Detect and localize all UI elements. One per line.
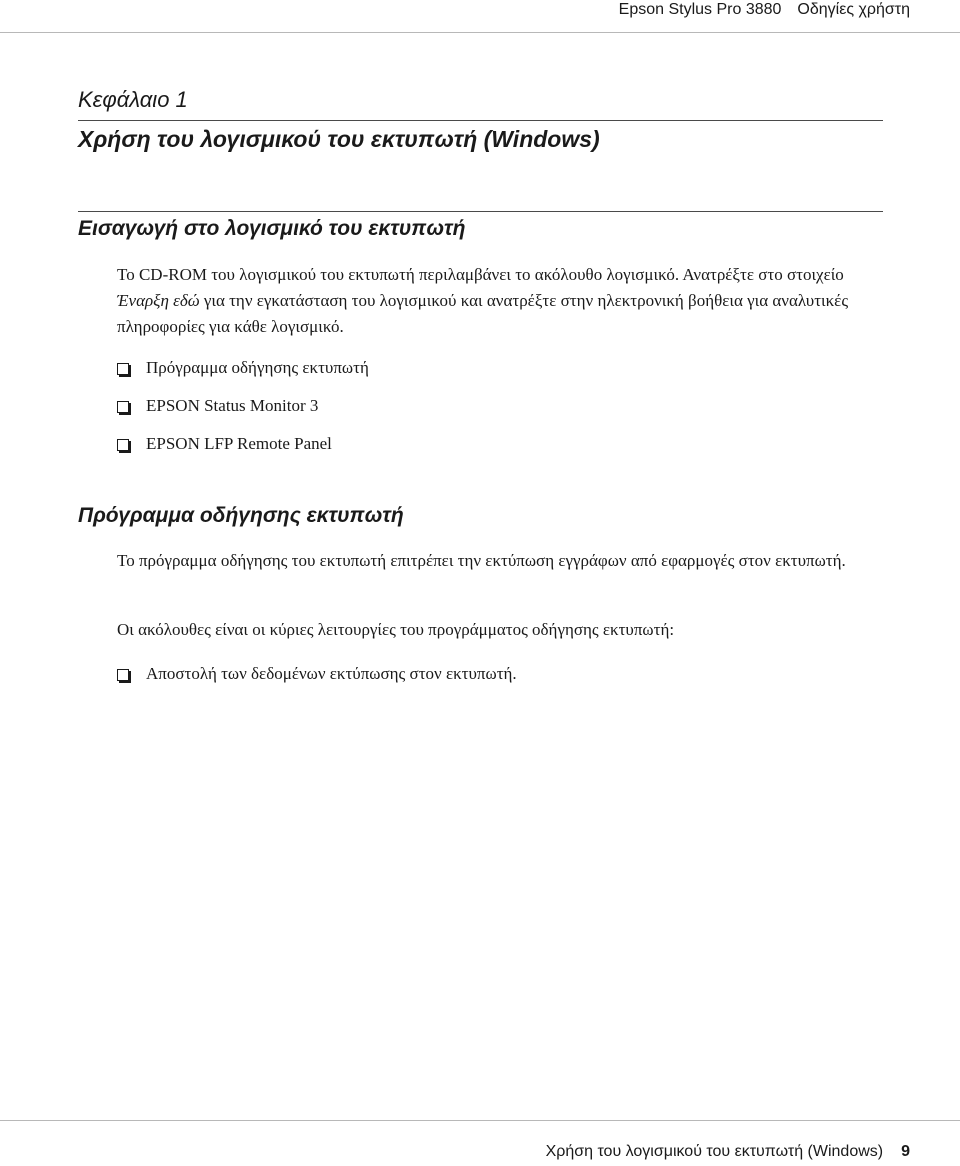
header-text — [619, 1, 910, 19]
header-product: Epson Stylus Pro 3880 — [618, 1, 782, 18]
chapter-rule — [78, 120, 883, 121]
section-title-intro: Εισαγωγή στο λογισμικό του εκτυπωτή — [78, 217, 466, 240]
list-item — [117, 355, 369, 393]
list-item-label: Αποστολή των δεδομένων εκτύπωσης στον εκτυπωτή. — [146, 664, 517, 683]
footer-text — [546, 1143, 910, 1161]
page-number: 9 — [901, 1143, 910, 1160]
header-doc-title: Οδηγίες χρήστη — [797, 1, 910, 18]
checkbox-bullet-icon — [117, 363, 129, 375]
list-item — [117, 431, 369, 469]
intro-text-end: για την εγκατάσταση του λογισμικού και ανατρέξτε στην ηλεκτρονική βοήθεια για αναλυτικές πληροφορίες για κάθε λογισμικό. — [117, 291, 849, 336]
section-rule — [78, 211, 883, 212]
checkbox-bullet-icon — [117, 439, 129, 451]
checkbox-bullet-icon — [117, 401, 129, 413]
driver-features-intro: Οι ακόλουθες είναι οι κύριες λειτουργίες του προγράμματος οδήγησης εκτυπωτή: — [117, 620, 675, 639]
page-header — [0, 0, 960, 33]
page-footer — [0, 1120, 960, 1166]
intro-paragraph — [117, 262, 887, 340]
intro-text-italic: Έναρξη εδώ — [117, 291, 200, 310]
section-title-driver: Πρόγραμμα οδήγησης εκτυπωτή — [78, 504, 404, 527]
list-item — [117, 661, 517, 699]
list-item-label: Πρόγραμμα οδήγησης εκτυπωτή — [146, 358, 369, 377]
chapter-label: Κεφάλαιο 1 — [78, 87, 188, 112]
list-item — [117, 393, 369, 431]
checkbox-bullet-icon — [117, 669, 129, 681]
software-list — [117, 355, 369, 469]
intro-text-start: Το CD-ROM του λογισμικού του εκτυπωτή περιλαμβάνει το ακόλουθο λογισμικό. Ανατρέξτε στο στοιχείο — [117, 265, 844, 284]
driver-features-list — [117, 661, 517, 699]
footer-title: Χρήση του λογισμικού του εκτυπωτή (Windows) — [545, 1143, 884, 1160]
list-item-label: EPSON Status Monitor 3 — [146, 396, 319, 415]
chapter-title: Χρήση του λογισμικού του εκτυπωτή (Windows) — [78, 126, 600, 152]
list-item-label: EPSON LFP Remote Panel — [146, 434, 332, 453]
driver-paragraph: Το πρόγραμμα οδήγησης του εκτυπωτή επιτρέπει την εκτύπωση εγγράφων από εφαρμογές στον εκτυπωτή. — [117, 551, 846, 570]
